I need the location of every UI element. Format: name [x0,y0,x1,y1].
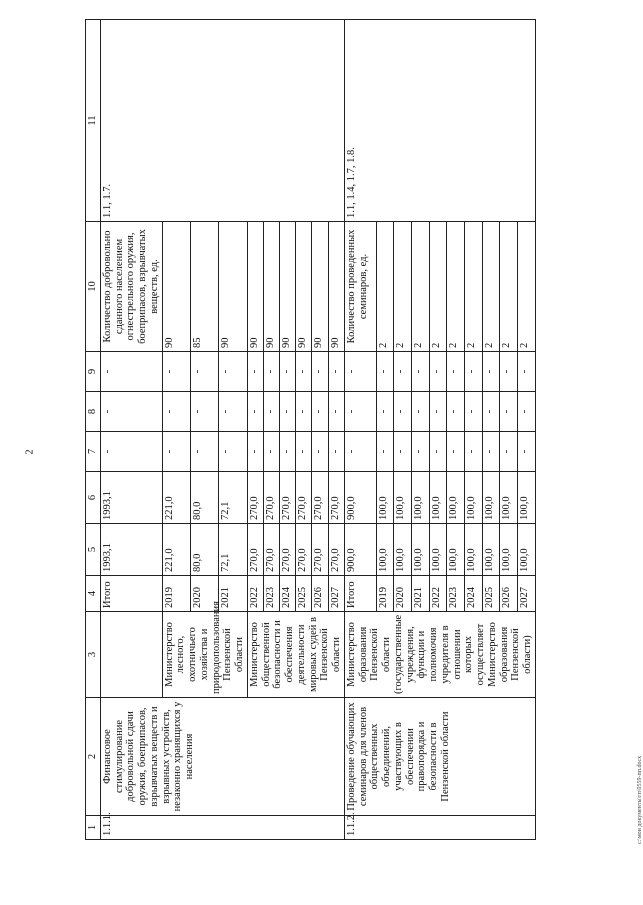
value-col6: 100,0 [411,472,429,524]
value-col10: 2 [447,222,465,352]
total-col5: 1993,1 [100,524,162,576]
col-num: 9 [86,352,101,392]
year: 2027 [328,576,344,612]
value-col7: - [263,432,279,472]
value-col9: - [312,352,328,392]
year: 2023 [447,576,465,612]
value-col8: - [518,392,536,432]
value-col10: 90 [312,222,328,352]
total-col7: - [100,432,162,472]
value-col5: 100,0 [447,524,465,576]
value-col8: - [394,392,412,432]
col-num: 4 [86,576,101,612]
value-col7: - [500,432,518,472]
value-col7: - [411,432,429,472]
value-col7: - [162,432,190,472]
executor-name: Министерство общественной безопасности и обеспечения деятельности мировых судей в Пензенской области [247,612,344,698]
total-col8: - [100,392,162,432]
year: 2022 [429,576,447,612]
value-col5: 100,0 [464,524,482,576]
year: 2020 [190,576,218,612]
total-label: Итого [100,576,162,612]
year: 2026 [500,576,518,612]
col-num: 8 [86,392,101,432]
indicator-name: Количество добровольно сданного населением огнестрельного оружия, боеприпасов, взрывчатых веществ, ед. [100,222,162,352]
value-col7: - [219,432,247,472]
value-col9: - [464,352,482,392]
col-num: 5 [86,524,101,576]
value-col5: 270,0 [312,524,328,576]
year: 2025 [296,576,312,612]
value-col10: 90 [328,222,344,352]
column-numbers-row [86,20,101,840]
value-col5: 100,0 [518,524,536,576]
year: 2022 [247,576,263,612]
value-col6: 80,0 [190,472,218,524]
value-col6: 270,0 [328,472,344,524]
value-col8: - [328,392,344,432]
col-num: 2 [86,698,101,816]
value-col10: 90 [280,222,296,352]
year: 2021 [219,576,247,612]
value-col5: 100,0 [500,524,518,576]
year: 2020 [394,576,412,612]
value-col6: 100,0 [518,472,536,524]
value-col7: - [447,432,465,472]
value-col5: 72,1 [219,524,247,576]
value-col7: - [518,432,536,472]
col-num: 6 [86,472,101,524]
value-col10: 85 [190,222,218,352]
footer-path: c:\мои документы\гп\0559-пп.docx [637,755,643,845]
value-col10: 90 [296,222,312,352]
value-col6: 270,0 [312,472,328,524]
value-col9: - [263,352,279,392]
value-col7: - [190,432,218,472]
value-col5: 270,0 [247,524,263,576]
value-col10: 2 [429,222,447,352]
value-col9: - [162,352,190,392]
value-col9: - [482,352,500,392]
year: 2027 [518,576,536,612]
rotated-table-container [85,20,595,840]
year: 2024 [280,576,296,612]
value-col8: - [312,392,328,432]
value-col9: - [518,352,536,392]
value-col10: 2 [464,222,482,352]
indicator-links: 1.1, 1.4, 1.7, 1.8. [344,20,535,222]
section-1-1-1 [100,20,344,840]
value-col7: - [464,432,482,472]
value-col7: - [376,432,394,472]
value-col7: - [429,432,447,472]
value-col8: - [411,392,429,432]
indicator-name: Количество проведенных семинаров, ед. [344,222,376,352]
value-col9: - [376,352,394,392]
executor-name: Министерство лесного, охотничьего хозяйства и природопользования Пензенской области [162,612,247,698]
value-col6: 221,0 [162,472,190,524]
value-col8: - [447,392,465,432]
value-col8: - [376,392,394,432]
value-col10: 90 [219,222,247,352]
col-num: 3 [86,612,101,698]
value-col6: 100,0 [376,472,394,524]
page-number: 2 [24,449,36,455]
table-row [344,20,376,840]
value-col9: - [219,352,247,392]
value-col8: - [263,392,279,432]
measure-name: Финансовое стимулирование добровольной сдачи оружия, боеприпасов, взрывчатых веществ и взрывных устройств, незаконно хранящихся у населения [100,698,344,816]
year: 2019 [376,576,394,612]
value-col8: - [190,392,218,432]
value-col7: - [328,432,344,472]
value-col9: - [411,352,429,392]
value-col5: 80,0 [190,524,218,576]
value-col9: - [190,352,218,392]
total-col5: 900,0 [344,524,376,576]
year: 2026 [312,576,328,612]
value-col5: 270,0 [328,524,344,576]
value-col6: 270,0 [263,472,279,524]
value-col10: 2 [411,222,429,352]
value-col6: 72,1 [219,472,247,524]
total-col6: 1993,1 [100,472,162,524]
col-num: 11 [86,20,101,222]
row-number: 1.1.1. [100,816,344,840]
total-label: Итого [344,576,376,612]
row-number: 1.1.2. [344,816,535,840]
value-col8: - [247,392,263,432]
value-col10: 2 [518,222,536,352]
col-num: 1 [86,816,101,840]
value-col6: 100,0 [394,472,412,524]
value-col5: 270,0 [263,524,279,576]
year: 2025 [482,576,500,612]
value-col5: 100,0 [429,524,447,576]
year: 2019 [162,576,190,612]
col-num: 7 [86,432,101,472]
value-col7: - [280,432,296,472]
value-col6: 100,0 [447,472,465,524]
value-col5: 270,0 [280,524,296,576]
value-col8: - [280,392,296,432]
value-col5: 100,0 [482,524,500,576]
value-col9: - [296,352,312,392]
value-col7: - [394,432,412,472]
value-col7: - [312,432,328,472]
total-col9: - [344,352,376,392]
value-col9: - [500,352,518,392]
executor-empty [100,612,162,698]
value-col5: 100,0 [394,524,412,576]
section-1-1-2 [344,20,535,840]
value-col9: - [328,352,344,392]
total-col6: 900,0 [344,472,376,524]
executor-name: Министерство образования Пензенской области (государственные учреждения, функции и полномочия учредителя в отношении которых осуществляет Министерство образования Пензенской области) [344,612,535,698]
program-table [85,19,536,840]
value-col9: - [429,352,447,392]
value-col8: - [500,392,518,432]
value-col6: 270,0 [247,472,263,524]
value-col6: 100,0 [500,472,518,524]
value-col7: - [296,432,312,472]
value-col8: - [296,392,312,432]
value-col10: 2 [482,222,500,352]
value-col5: 270,0 [296,524,312,576]
value-col10: 90 [247,222,263,352]
year: 2023 [263,576,279,612]
value-col8: - [429,392,447,432]
value-col9: - [394,352,412,392]
value-col6: 100,0 [429,472,447,524]
value-col10: 90 [162,222,190,352]
col-num: 10 [86,222,101,352]
value-col10: 2 [394,222,412,352]
value-col6: 270,0 [280,472,296,524]
value-col5: 100,0 [411,524,429,576]
year: 2024 [464,576,482,612]
value-col6: 100,0 [464,472,482,524]
value-col7: - [247,432,263,472]
value-col9: - [247,352,263,392]
indicator-links: 1.1, 1.7. [100,20,344,222]
measure-name: Проведение обучающих семинаров для членов общественных объединений, участвующих в обеспечении правопорядка и безопасности в Пензенской области [344,698,535,816]
table-row [100,20,162,840]
total-col9: - [100,352,162,392]
value-col9: - [447,352,465,392]
year: 2021 [411,576,429,612]
value-col6: 100,0 [482,472,500,524]
value-col10: 90 [263,222,279,352]
value-col5: 100,0 [376,524,394,576]
value-col8: - [464,392,482,432]
value-col6: 270,0 [296,472,312,524]
value-col10: 2 [500,222,518,352]
value-col10: 2 [376,222,394,352]
total-col7: - [344,432,376,472]
value-col7: - [482,432,500,472]
value-col8: - [219,392,247,432]
value-col8: - [162,392,190,432]
value-col5: 221,0 [162,524,190,576]
value-col8: - [482,392,500,432]
value-col9: - [280,352,296,392]
total-col8: - [344,392,376,432]
